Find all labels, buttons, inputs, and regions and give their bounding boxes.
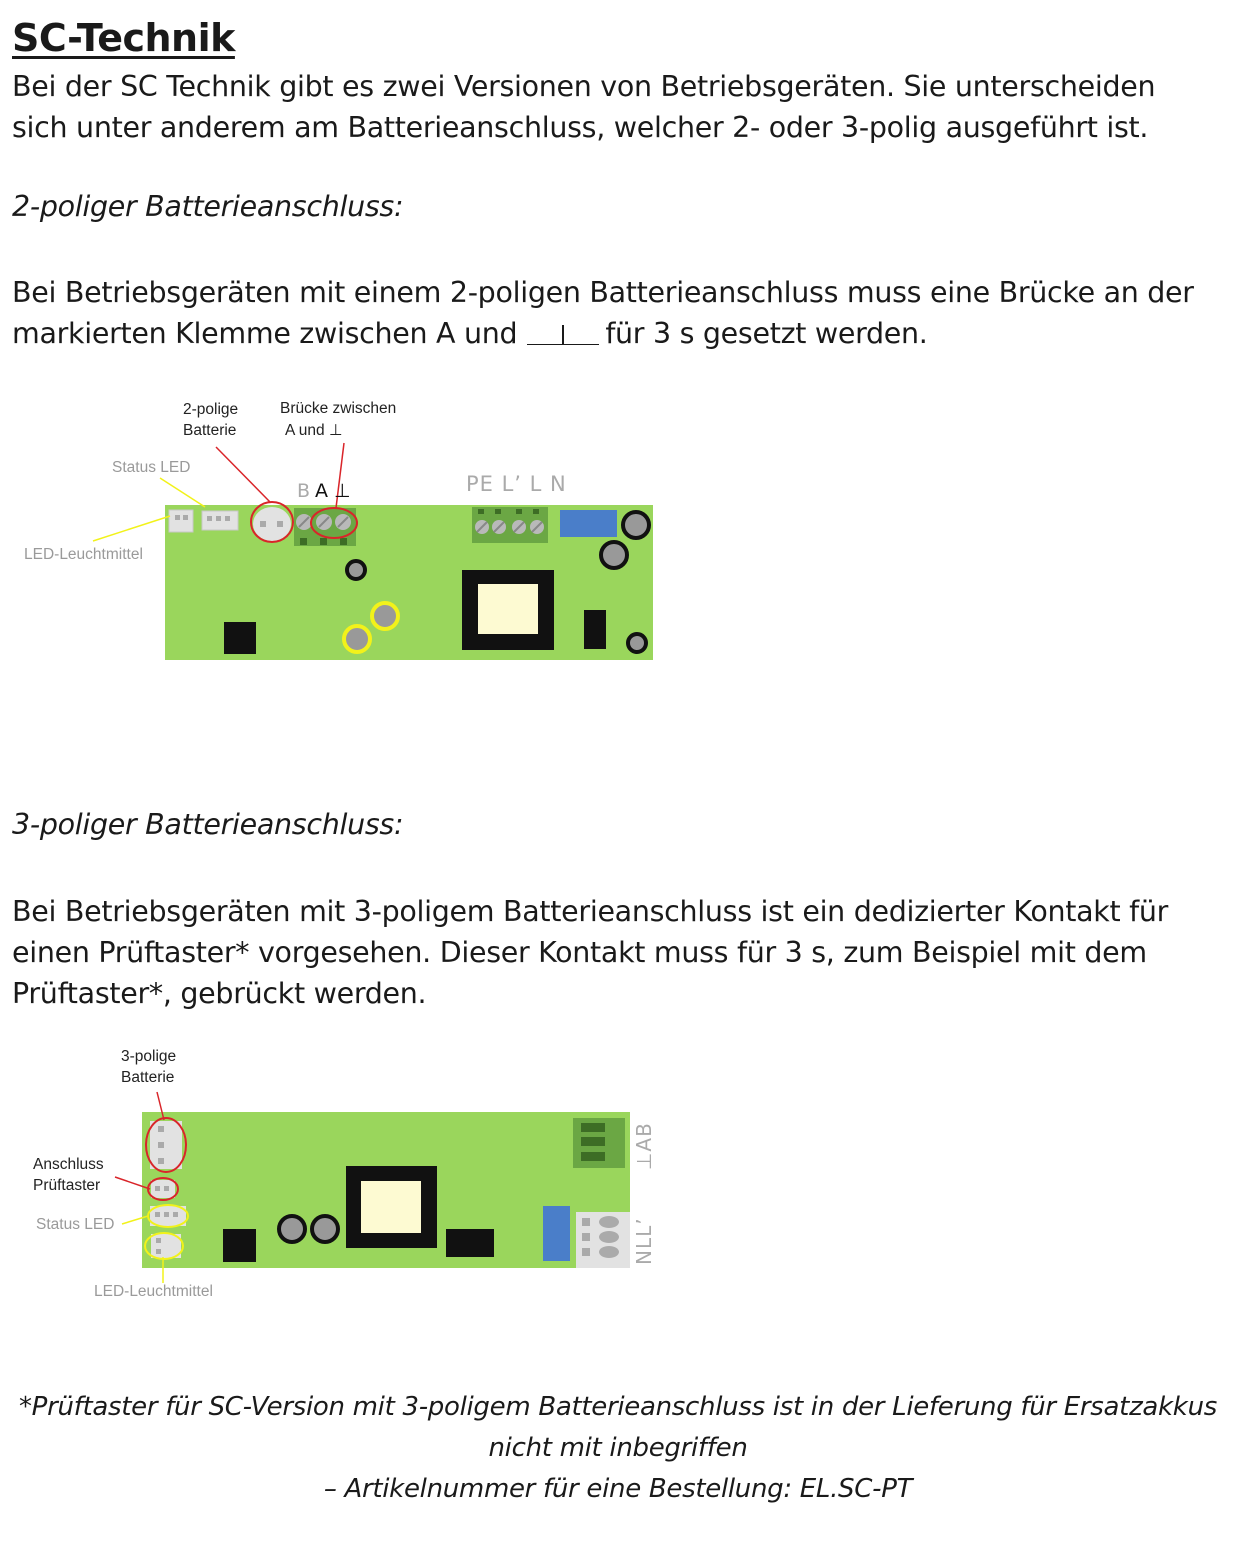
led-light-label: LED-Leuchtmittel — [24, 546, 143, 563]
battery-3pole-label: 3-polige Batterie — [121, 1048, 177, 1086]
section-3pole-line-2: einen Prüftaster* vorgesehen. Dieser Kontakt muss für 3 s, zum Beispiel mit dem — [12, 936, 1147, 969]
section-2pole-line-2-before: markierten Klemme zwischen A und — [12, 317, 518, 350]
section-3pole-paragraph — [12, 891, 1168, 1014]
footnote — [0, 1387, 1236, 1510]
section-3pole-line-3: Prüftaster*, gebrückt werden. — [12, 977, 427, 1010]
mains-pins-label: PE L’ L N — [466, 472, 567, 496]
led-connector — [169, 510, 193, 532]
pins-bottom-label: NLL’ — [632, 1217, 656, 1265]
page-title: SC-Technik — [12, 16, 235, 60]
section-2pole-line-1: Bei Betriebsgeräten mit einem 2-poligen Batterieanschluss muss eine Brücke an der — [12, 276, 1194, 309]
footnote-line-3: – Artikelnummer für eine Bestellung: EL.SC-PT — [323, 1474, 913, 1504]
footnote-line-2: nicht mit inbegriffen — [488, 1433, 748, 1463]
bridge-label: Brücke zwischen A und ⊥ — [280, 400, 397, 439]
section-3pole-line-1: Bei Betriebsgeräten mit 3-poligem Batterieanschluss ist ein dedizierter Kontakt für — [12, 895, 1169, 928]
section-2pole-line-2-after: für 3 s gesetzt werden. — [605, 317, 928, 350]
status-led-label-3pole: Status LED — [36, 1216, 115, 1233]
section-2pole-heading: 2-poliger Batterieanschluss: — [12, 190, 404, 223]
battery-2pole-label: 2-polige Batterie — [183, 401, 239, 439]
pin-b-label: B — [297, 480, 312, 502]
footnote-line-1: *Prüftaster für SC-Version mit 3-poligem Batterieanschluss ist in der Lieferung für Ersatzakkus — [18, 1392, 1217, 1422]
section-3pole-heading: 3-poliger Batterieanschluss: — [12, 808, 404, 841]
pin-ground-label: ⊥ — [334, 480, 352, 502]
intro-line-2: sich unter anderem am Batterieanschluss, welcher 2- oder 3-polig ausgeführt ist. — [12, 111, 1149, 144]
intro-line-1: Bei der SC Technik gibt es zwei Versionen von Betriebsgeräten. Sie unterscheiden — [12, 70, 1156, 103]
pin-a-label: A — [315, 480, 329, 502]
blue-connector — [560, 510, 617, 537]
tester-label: Anschluss Prüftaster — [33, 1156, 104, 1194]
led-light-label-3pole: LED-Leuchtmittel — [94, 1283, 213, 1300]
status-led-label: Status LED — [112, 459, 191, 476]
pins-top-label: ⊥AB — [632, 1122, 656, 1170]
